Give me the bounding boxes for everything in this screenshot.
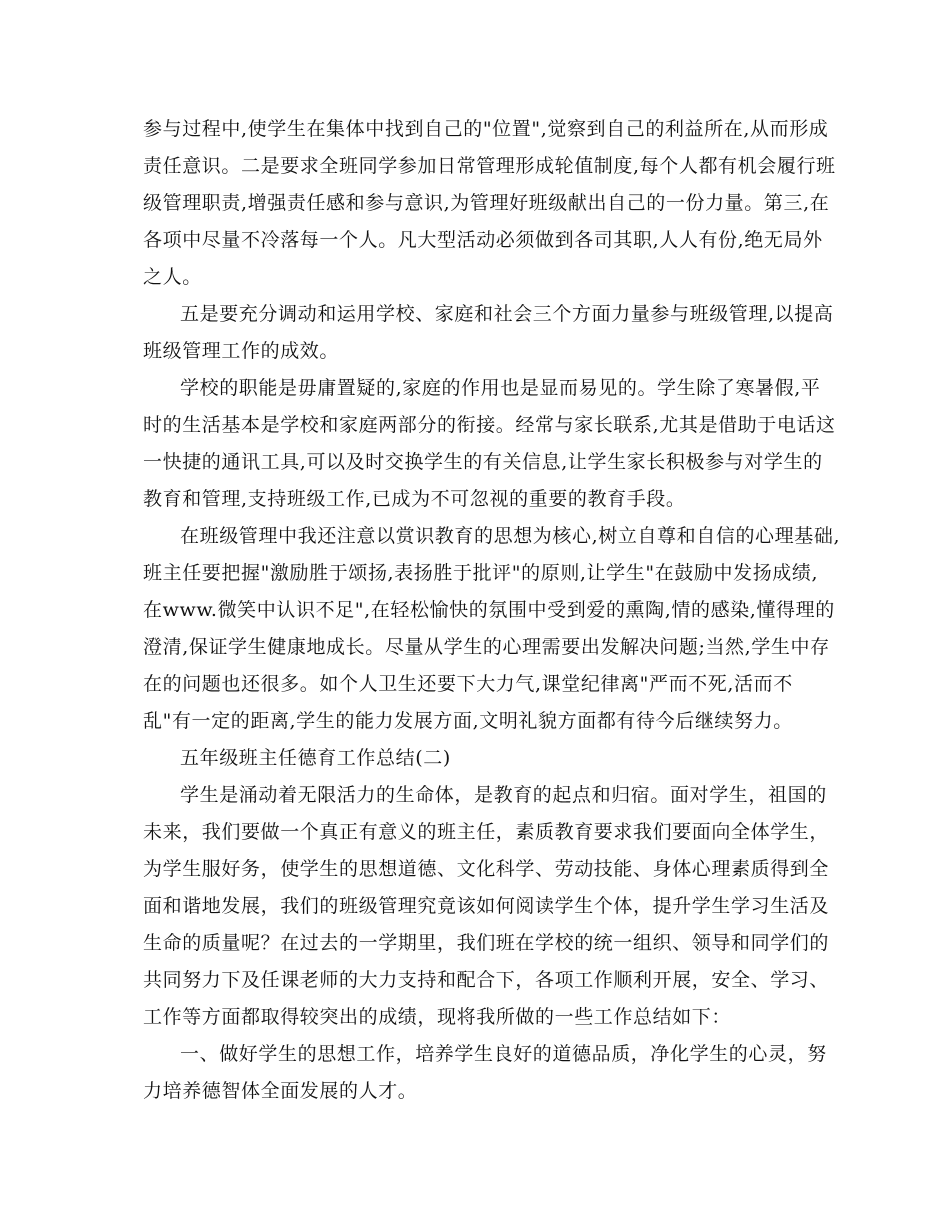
paragraph-line: 教育和管理,支持班级工作,已成为不可忽视的重要的教育手段。	[143, 488, 686, 510]
paragraph-line: 五是要充分调动和运用学校、家庭和社会三个方面力量参与班级管理,以提高	[180, 303, 834, 325]
paragraph-line: 级管理职责,增强责任感和参与意识,为管理好班级献出自己的一份力量。第三,在	[143, 192, 830, 214]
paragraph-line: 乱"有一定的距离,学生的能力发展方面,文明礼貌方面都有待今后继续努力。	[143, 710, 793, 732]
paragraph-line: 班级管理工作的成效。	[143, 340, 340, 362]
paragraph-line: 力培养德智体全面发展的人才。	[143, 1080, 418, 1102]
paragraph-line: 参与过程中,使学生在集体中找到自己的"位置",觉察到自己的利益所在,从而形成	[143, 118, 829, 140]
section-heading: 五年级班主任德育工作总结(二)	[180, 747, 451, 769]
paragraph-line: 未来，我们要做一个真正有意义的班主任，素质教育要求我们要面向全体学生，	[143, 821, 830, 843]
paragraph-line: 在www.微笑中认识不足",在轻松愉快的氛围中受到爱的熏陶,情的感染,懂得理的	[143, 599, 835, 621]
paragraph-line: 澄清,保证学生健康地成长。尽量从学生的心理需要出发解决问题;当然,学生中存	[143, 636, 830, 658]
paragraph-line: 在班级管理中我还注意以赏识教育的思想为核心,树立自尊和自信的心理基础,	[180, 525, 841, 547]
paragraph-line: 学校的职能是毋庸置疑的,家庭的作用也是显而易见的。学生除了寒暑假,平	[180, 377, 821, 399]
paragraph-line: 责任意识。二是要求全班同学参加日常管理形成轮值制度,每个人都有机会履行班	[143, 155, 836, 177]
paragraph-line: 工作等方面都取得较突出的成绩，现将我所做的一些工作总结如下：	[143, 1006, 732, 1028]
paragraph-line: 之人。	[143, 266, 202, 288]
paragraph-line: 共同努力下及任课老师的大力支持和配合下，各项工作顺利开展，安全、学习、	[143, 969, 830, 991]
paragraph-line: 学生是涌动着无限活力的生命体，是教育的起点和归宿。面对学生，祖国的	[180, 784, 827, 806]
paragraph-line: 时的生活基本是学校和家庭两部分的衔接。经常与家长联系,尤其是借助于电话这	[143, 414, 836, 436]
paragraph-line: 各项中尽量不冷落每一个人。凡大型活动必须做到各司其职,人人有份,绝无局外	[143, 229, 823, 251]
paragraph-line: 为学生服好务，使学生的思想道德、文化科学、劳动技能、身体心理素质得到全	[143, 858, 830, 880]
paragraph-line: 面和谐地发展，我们的班级管理究竟该如何阅读学生个体，提升学生学习生活及	[143, 895, 830, 917]
paragraph-line: 班主任要把握"激励胜于颂扬,表扬胜于批评"的原则,让学生"在鼓励中发扬成绩,	[143, 562, 819, 584]
paragraph-line: 一、做好学生的思想工作，培养学生良好的道德品质，净化学生的心灵，努	[180, 1043, 827, 1065]
paragraph-line: 在的问题也还很多。如个人卫生还要下大力气,课堂纪律离"严而不死,活而不	[143, 673, 793, 695]
paragraph-line: 一快捷的通讯工具,可以及时交换学生的有关信息,让学生家长积极参与对学生的	[143, 451, 823, 473]
paragraph-line: 生命的质量呢？在过去的一学期里，我们班在学校的统一组织、领导和同学们的	[143, 932, 830, 954]
